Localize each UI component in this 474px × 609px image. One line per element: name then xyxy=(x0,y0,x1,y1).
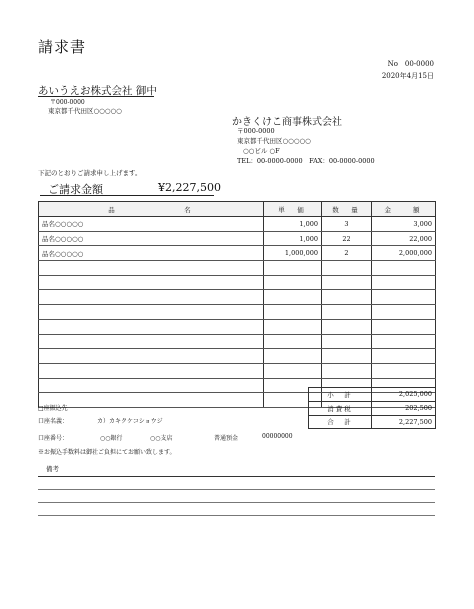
empty-cell xyxy=(322,261,372,276)
subtotal-label: 小 計 xyxy=(309,388,372,402)
issuer-name: かきくけこ商事株式会社 xyxy=(232,117,342,128)
empty-cell xyxy=(264,349,322,364)
item-qty: 2 xyxy=(322,246,372,261)
tax-value: 202,500 xyxy=(372,401,436,415)
empty-cell xyxy=(39,261,264,276)
empty-table-row xyxy=(39,363,436,378)
fee-note: ※お振込手数料は御社ご負担にてお願い致します。 xyxy=(38,449,176,456)
empty-table-row xyxy=(39,305,436,320)
tax-label: 消費税 xyxy=(309,401,372,415)
empty-cell xyxy=(264,290,322,305)
empty-cell xyxy=(39,378,264,393)
empty-cell xyxy=(264,363,322,378)
empty-cell xyxy=(372,290,436,305)
table-row xyxy=(39,246,436,261)
issuer-building: ○○ビル ○F xyxy=(243,147,280,155)
table-header-row xyxy=(39,202,436,217)
empty-cell xyxy=(322,349,372,364)
memo-line xyxy=(38,502,435,503)
empty-table-row xyxy=(39,290,436,305)
issuer-address: 東京都千代田区○○○○○ xyxy=(237,137,311,145)
account-type: 普通預金 xyxy=(214,435,239,442)
item-price: 1,000 xyxy=(264,231,322,246)
empty-table-row xyxy=(39,319,436,334)
empty-table-row xyxy=(39,334,436,349)
intro-text: 下記のとおりご請求申し上げます。 xyxy=(38,169,142,177)
empty-cell xyxy=(372,305,436,320)
recipient-zip: 〒000-0000 xyxy=(50,99,85,106)
recipient-name: あいうえお株式会社 御中 xyxy=(38,85,157,97)
empty-cell xyxy=(322,275,372,290)
grand-total-row xyxy=(309,415,436,429)
item-qty: 22 xyxy=(322,231,372,246)
document-number: No 00-0000 xyxy=(387,60,434,68)
account-name-label: 口座名義： xyxy=(38,418,69,425)
table-row xyxy=(39,231,436,246)
empty-cell xyxy=(372,334,436,349)
empty-cell xyxy=(372,349,436,364)
memo-label: 備考 xyxy=(46,465,59,473)
empty-cell xyxy=(39,290,264,305)
account-number: 00000000 xyxy=(262,433,293,440)
empty-cell xyxy=(322,363,372,378)
items-table xyxy=(38,201,436,408)
header-item-name: 品 名 xyxy=(39,202,264,217)
empty-cell xyxy=(372,363,436,378)
empty-cell xyxy=(264,334,322,349)
recipient-address: 東京都千代田区○○○○○ xyxy=(48,107,122,115)
empty-table-row xyxy=(39,275,436,290)
issuer-contact: TEL：00-0000-0000 FAX：00-0000-0000 xyxy=(237,157,375,165)
item-price: 1,000,000 xyxy=(264,246,322,261)
grand-total-value: 2,227,500 xyxy=(372,415,436,429)
item-name: 品名○○○○○ xyxy=(39,246,264,261)
header-amount: 金 額 xyxy=(372,202,436,217)
account-name-value: カ）カキクケコショウジ xyxy=(97,418,163,425)
empty-cell xyxy=(322,290,372,305)
memo-line xyxy=(38,515,435,516)
tax-row xyxy=(309,401,436,415)
empty-cell xyxy=(322,319,372,334)
empty-cell xyxy=(264,261,322,276)
total-label: ご請求金額 xyxy=(48,183,103,196)
empty-cell xyxy=(264,319,322,334)
page-title: 請求書 xyxy=(38,38,87,56)
empty-cell xyxy=(39,363,264,378)
empty-cell xyxy=(39,319,264,334)
item-name: 品名○○○○○ xyxy=(39,231,264,246)
table-row xyxy=(39,217,436,232)
branch-name: ○○支店 xyxy=(150,435,173,442)
empty-cell xyxy=(372,319,436,334)
empty-cell xyxy=(372,261,436,276)
empty-cell xyxy=(322,334,372,349)
header-unit-price: 単 価 xyxy=(264,202,322,217)
item-qty: 3 xyxy=(322,217,372,232)
empty-cell xyxy=(264,275,322,290)
empty-cell xyxy=(322,305,372,320)
item-amount: 2,000,000 xyxy=(372,246,436,261)
issue-date: 2020年4月15日 xyxy=(381,72,434,80)
empty-cell xyxy=(39,305,264,320)
header-quantity: 数 量 xyxy=(322,202,372,217)
item-amount: 3,000 xyxy=(372,217,436,232)
empty-cell xyxy=(39,334,264,349)
empty-table-row xyxy=(39,349,436,364)
empty-cell xyxy=(264,305,322,320)
subtotal-value: 2,025,000 xyxy=(372,388,436,402)
account-number-label: 口座番号： xyxy=(38,435,69,442)
empty-table-row xyxy=(39,261,436,276)
summary-table xyxy=(308,387,436,429)
empty-cell xyxy=(39,275,264,290)
item-name: 品名○○○○○ xyxy=(39,217,264,232)
bank-name: ○○銀行 xyxy=(100,435,123,442)
subtotal-row xyxy=(309,388,436,402)
total-amount: ¥2,227,500 xyxy=(158,181,221,194)
item-price: 1,000 xyxy=(264,217,322,232)
empty-cell xyxy=(39,393,264,408)
total-underline xyxy=(40,195,214,196)
memo-line xyxy=(38,489,435,490)
grand-total-label: 合 計 xyxy=(309,415,372,429)
item-amount: 22,000 xyxy=(372,231,436,246)
memo-line xyxy=(38,476,435,477)
empty-cell xyxy=(372,275,436,290)
bank-heading: □座振込先 xyxy=(38,405,68,412)
empty-cell xyxy=(39,349,264,364)
issuer-zip: 〒000-0000 xyxy=(237,127,275,135)
